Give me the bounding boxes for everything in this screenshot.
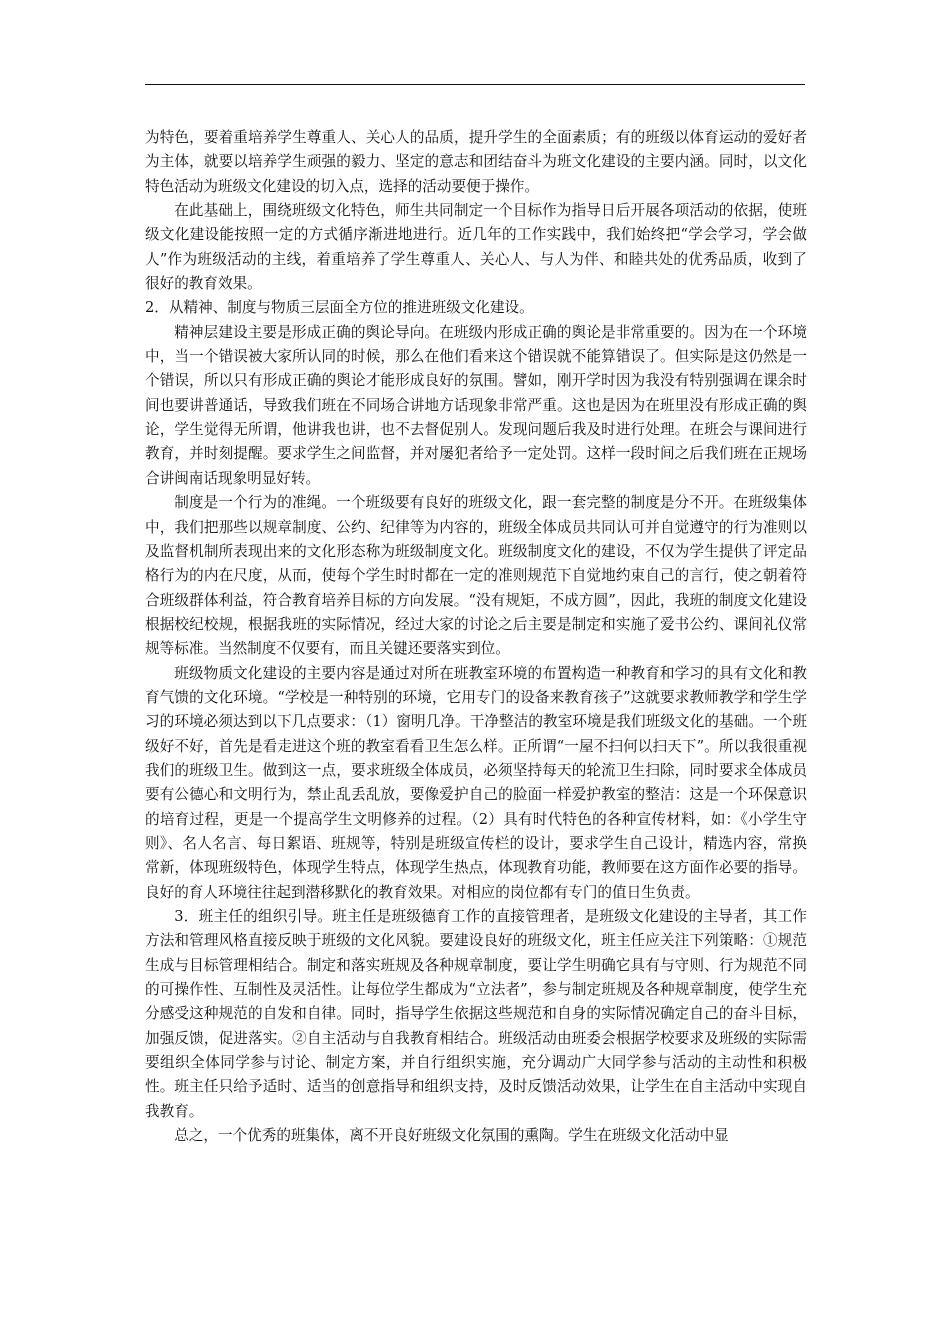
section-heading-2: 2．从精神、制度与物质三层面全方位的推进班级文化建设。 [145,299,534,317]
header-rule [145,84,805,85]
paragraph-spiritual-layer: 精神层建设主要是形成正确的舆论导向。在班级内形成正确的舆论是非常重要的。因为在一个环境中，当一个错误被大家所认同的时候，那么在他们看来这个错误就不能算错误了。但实际是这仍然是一个错误，所以只有形成正确的舆论才能形成良好的氛围。譬如，刚开学时因为我没有特别强调在课余时间也要讲普通话，导致我们班在不同场合讲地方话现象非常严重。这也是因为在班里没有形成正确的舆论，学生觉得无所谓，他讲我也讲，也不去督促别人。发现问题后我及时进行处理。在班会与课间进行教育，并时刻提醒。要求学生之间监督，并对屡犯者给予一定处罚。这样一段时间之后我们班在正规场合讲闽南话现象明显好转。 [145,323,807,487]
paragraph-continuation: 为特色，要着重培养学生尊重人、关心人的品质，提升学生的全面素质；有的班级以体育运动的爱好者为主体，就要以培养学生顽强的毅力、坚定的意志和团结奋斗为班文化建设的主要内涵。同时，以文化特色活动为班级文化建设的切入点，选择的活动要便于操作。 [145,129,807,195]
paragraph-conclusion: 总之，一个优秀的班集体，离不开良好班级文化氛围的熏陶。学生在班级文化活动中显 [174,1127,729,1145]
paragraph-class-goal: 在此基础上，围绕班级文化特色，师生共同制定一个目标作为指导日后开展各项活动的依据，使班级文化建设能按照一定的方式循序渐进地进行。近几年的工作实践中，我们始终把“学会学习，学会做人”作为班级活动的主线，着重培养了学生尊重人、关心人、与人为伴、和睦共处的优秀品质，收到了很好的教育效果。 [145,202,807,293]
paragraph-material-culture: 班级物质文化建设的主要内容是通过对所在班教室环境的布置构造一种教育和学习的具有文化和教育气馈的文化环境。“学校是一种特别的环境，它用专门的设备来教育孩子”这就要求教师教学和学生学习的环境必须达到以下几点要求：（1）窗明几净。干净整洁的教室环境是我们班级文化的基础。一个班级好不好，首先是看走进这个班的教室看看卫生怎么样。正所谓“一屋不扫何以扫天下”。所以我很重视我们的班级卫生。做到这一点，要求班级全体成员，必须坚持每天的轮流卫生扫除，同时要求全体成员要有公德心和文明行为，禁止乱丢乱放，要像爱护自己的脸面一样爱护教室的整洁：这是一个环保意识的培育过程，更是一个提高学生文明修养的过程。（2）具有时代特色的各种宣传材料，如：《小学生守则》、名人名言、每日絮语、班规等，特别是班级宣传栏的设计，要求学生自己设计，精选内容，常换常新，体现班级特色，体现学生特点，体现学生热点，体现教育功能，教师要在这方面作必要的指导。良好的育人环境往往起到潜移默化的教育效果。对相应的岗位都有专门的值日生负责。 [145,664,807,901]
document-body [145,126,807,1148]
paragraph-system-culture: 制度是一个行为的准绳。一个班级要有良好的班级文化，跟一套完整的制度是分不开。在班级集体中，我们把那些以规章制度、公约、纪律等为内容的，班级全体成员共同认可并自觉遵守的行为准则以及监督机制所表现出来的文化形态称为班级制度文化。班级制度文化的建设，不仅为学生提供了评定品格行为的内在尺度，从而，使每个学生时时都在一定的准则规范下自觉地约束自己的言行，使之朝着符合班级群体利益，符合教育培养目标的方向发展。“没有规矩，不成方圆”，因此，我班的制度文化建设根据校纪校规，根据我班的实际情况，经过大家的讨论之后主要是制定和实施了爱书公约、课间礼仪常规等标准。当然制度不仅要有，而且关键还要落实到位。 [145,494,807,658]
paragraph-teacher-guidance: 3．班主任的组织引导。班主任是班级德育工作的直接管理者，是班级文化建设的主导者，其工作方法和管理风格直接反映于班级的文化风貌。要建设良好的班级文化，班主任应关注下列策略：①规范生成与目标管理相结合。制定和落实班规及各种规章制度，要让学生明确它具有与守则、行为规范不同的可操作性、互制性及灵活性。让每位学生都成为“立法者”，参与制定班规及各种规章制度，使学生充分感受这种规范的自发和自律。同时，指导学生依据这些规范和自身的实际情况确定自己的奋斗目标，加强反馈，促进落实。②自主活动与自我教育相结合。班级活动由班委会根据学校要求及班级的实际需要组织全体同学参与讨论、制定方案，并自行组织实施，充分调动广大同学参与活动的主动性和积极性。班主任只给予适时、适当的创意指导和组织支持，及时反馈活动效果，让学生在自主活动中实现自我教育。 [145,908,807,1120]
